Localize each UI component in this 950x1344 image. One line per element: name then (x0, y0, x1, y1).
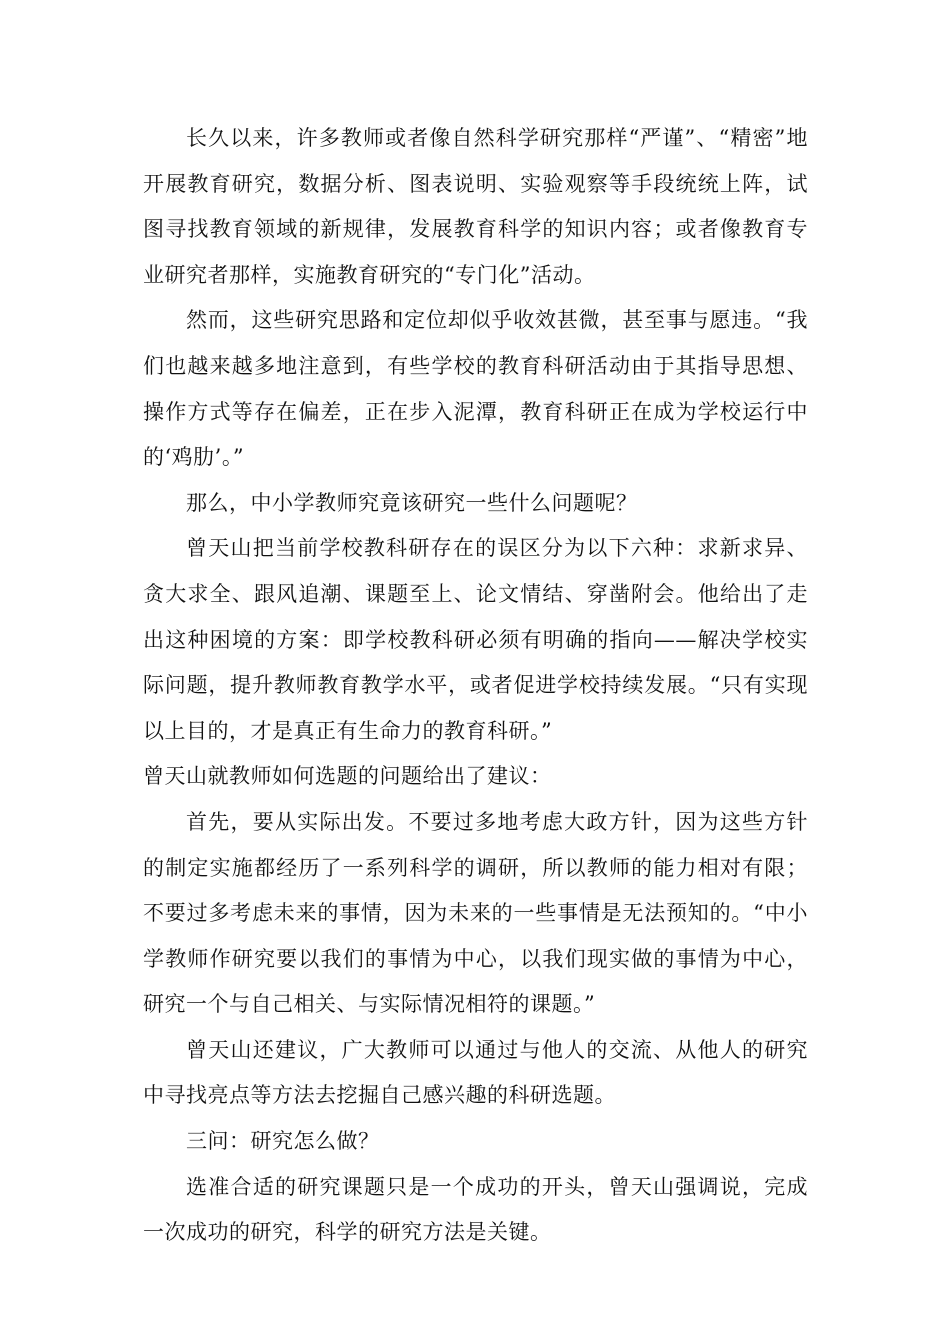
paragraph-5: 曾天山就教师如何选题的问题给出了建议： (143, 764, 552, 789)
paragraph-3: 那么，中小学教师究竟该研究一些什么问题呢？ (186, 490, 638, 515)
paragraph-7: 曾天山还建议，广大教师可以通过与他人的交流、从他人的研究中寻找亮点等方法去挖掘自己感兴趣的科研选题。 (143, 1037, 808, 1108)
section-heading: 三问：研究怎么做？ (186, 1129, 380, 1154)
paragraph-4: 曾天山把当前学校教科研存在的误区分为以下六种：求新求异、贪大求全、跟风追潮、课题至上、论文情结、穿凿附会。他给出了走出这种困境的方案：即学校教科研必须有明确的指向——解决学校实际问题，提升教师教育教学水平，或者促进学校持续发展。“只有实现以上目的，才是真正有生命力的教育科研。” (143, 536, 808, 743)
paragraph-6: 首先，要从实际出发。不要过多地考虑大政方针，因为这些方针的制定实施都经历了一系列科学的调研，所以教师的能力相对有限；不要过多考虑未来的事情，因为未来的一些事情是无法预知的。“中小学教师作研究要以我们的事情为中心，以我们现实做的事情为中心，研究一个与自己相关、与实际情况相符的课题。” (143, 809, 808, 1017)
paragraph-9: 选准合适的研究课题只是一个成功的开头，曾天山强调说，完成一次成功的研究，科学的研究方法是关键。 (143, 1174, 808, 1245)
paragraph-2: 然而，这些研究思路和定位却似乎收效甚微，甚至事与愿违。“我们也越来越多地注意到，有些学校的教育科研活动由于其指导思想、操作方式等存在偏差，正在步入泥潭，教育科研正在成为学校运行中的‘鸡肋’。” (143, 308, 808, 470)
paragraph-1: 长久以来，许多教师或者像自然科学研究那样“严谨”、“精密”地开展教育研究，数据分析、图表说明、实验观察等手段统统上阵，试图寻找教育领域的新规律，发展教育科学的知识内容；或者像教育专业研究者那样，实施教育研究的“专门化”活动。 (143, 126, 808, 287)
document-body (143, 116, 808, 1256)
